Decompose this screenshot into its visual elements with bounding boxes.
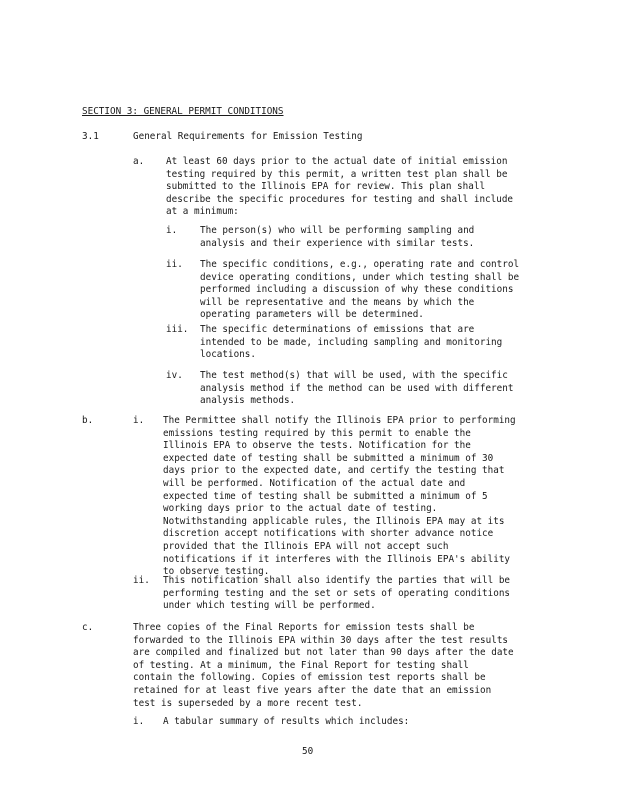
text-line: intended to be made, including sampling and monitoring	[200, 336, 503, 348]
section-3-1-title: General Requirements for Emission Testing	[133, 131, 363, 142]
clause-a-text	[166, 156, 513, 219]
text-line: The Permittee shall notify the Illinois EPA prior to performing	[163, 415, 516, 426]
text-line: locations.	[200, 349, 256, 361]
text-line: The specific determinations of emissions that are	[200, 324, 475, 335]
text-line: This notification shall also identify the parties that will be	[163, 575, 511, 586]
text-line: working days prior to the actual date of testing.	[163, 503, 438, 515]
clause-a-ii-marker: ii.	[166, 259, 183, 270]
text-line: analysis methods.	[200, 395, 296, 407]
clause-c-text	[133, 622, 514, 710]
clause-b-ii-text	[163, 575, 510, 613]
text-line: forwarded to the Illinois EPA within 30 days after the test results	[133, 634, 509, 646]
clause-b-i-text	[163, 415, 516, 579]
text-line: expected time of testing shall be submitted a minimum of 5	[163, 490, 488, 502]
text-line: notifications if it interferes with the Illinois EPA's ability	[163, 553, 511, 565]
text-line: Illinois EPA to observe the tests. Notification for the	[163, 440, 471, 452]
clause-a-marker: a.	[133, 156, 145, 167]
clause-b-marker: b.	[82, 415, 94, 426]
text-line: device operating conditions, under which testing shall be	[200, 271, 520, 283]
clause-c-i-text	[163, 716, 409, 729]
text-line: describe the specific procedures for testing and shall include	[166, 193, 514, 205]
text-line: provided that the Illinois EPA will not accept such	[163, 540, 449, 552]
text-line: will be representative and the means by which the	[200, 296, 475, 308]
text-line: The specific conditions, e.g., operating rate and control	[200, 259, 520, 270]
text-line: analysis and their experience with similar tests.	[200, 237, 475, 249]
section-3-1-number: 3.1	[82, 131, 99, 142]
text-line: performed including a discussion of why these conditions	[200, 284, 514, 296]
text-line: will be performed. Notification of the actual date and	[163, 477, 466, 489]
clause-c-marker: c.	[82, 622, 94, 633]
text-line: Notwithstanding applicable rules, the Illinois EPA may at its	[163, 515, 505, 527]
text-line: analysis method if the method can be used with different	[200, 382, 514, 394]
text-line: under which testing will be performed.	[163, 600, 376, 612]
clause-a-i-marker: i.	[166, 225, 178, 236]
clause-a-iii-text	[200, 324, 502, 362]
text-line: testing required by this permit, a written test plan shall be	[166, 168, 508, 180]
text-line: test is superseded by a more recent test.	[133, 697, 363, 709]
text-line: emissions testing required by this permit to enable the	[163, 427, 471, 439]
clause-a-iv-text	[200, 370, 513, 408]
clause-a-iii-marker: iii.	[166, 324, 189, 335]
text-line: At least 60 days prior to the actual date of initial emission	[166, 156, 508, 167]
text-line: A tabular summary of results which includes:	[163, 716, 410, 727]
text-line: The person(s) who will be performing sampling and	[200, 225, 475, 236]
text-line: of testing. At a minimum, the Final Report for testing shall	[133, 659, 469, 671]
text-line: submitted to the Illinois EPA for review. This plan shall	[166, 181, 486, 193]
clause-a-i-text	[200, 225, 474, 250]
text-line: expected date of testing shall be submitted a minimum of 30	[163, 452, 494, 464]
clause-b-i-marker: i.	[133, 415, 145, 426]
text-line: days prior to the expected date, and certify the testing that	[163, 465, 505, 477]
section-heading: SECTION 3: GENERAL PERMIT CONDITIONS	[82, 106, 284, 117]
text-line: performing testing and the set or sets of operating conditions	[163, 587, 511, 599]
text-line: retained for at least five years after the date that an emission	[133, 684, 492, 696]
text-line: at a minimum:	[166, 206, 239, 218]
text-line: to observe testing.	[163, 566, 270, 578]
clause-a-ii-text	[200, 259, 519, 322]
text-line: are compiled and finalized but not later than 90 days after the date	[133, 647, 514, 659]
text-line: operating parameters will be determined.	[200, 309, 424, 321]
page-number: 50	[302, 746, 314, 757]
text-line: Three copies of the Final Reports for emission tests shall be	[133, 622, 475, 633]
clause-c-i-marker: i.	[133, 716, 145, 727]
clause-b-ii-marker: ii.	[133, 575, 150, 586]
text-line: discretion accept notifications with shorter advance notice	[163, 528, 494, 540]
clause-a-iv-marker: iv.	[166, 370, 183, 381]
text-line: The test method(s) that will be used, with the specific	[200, 370, 508, 381]
text-line: contain the following. Copies of emission test reports shall be	[133, 672, 486, 684]
